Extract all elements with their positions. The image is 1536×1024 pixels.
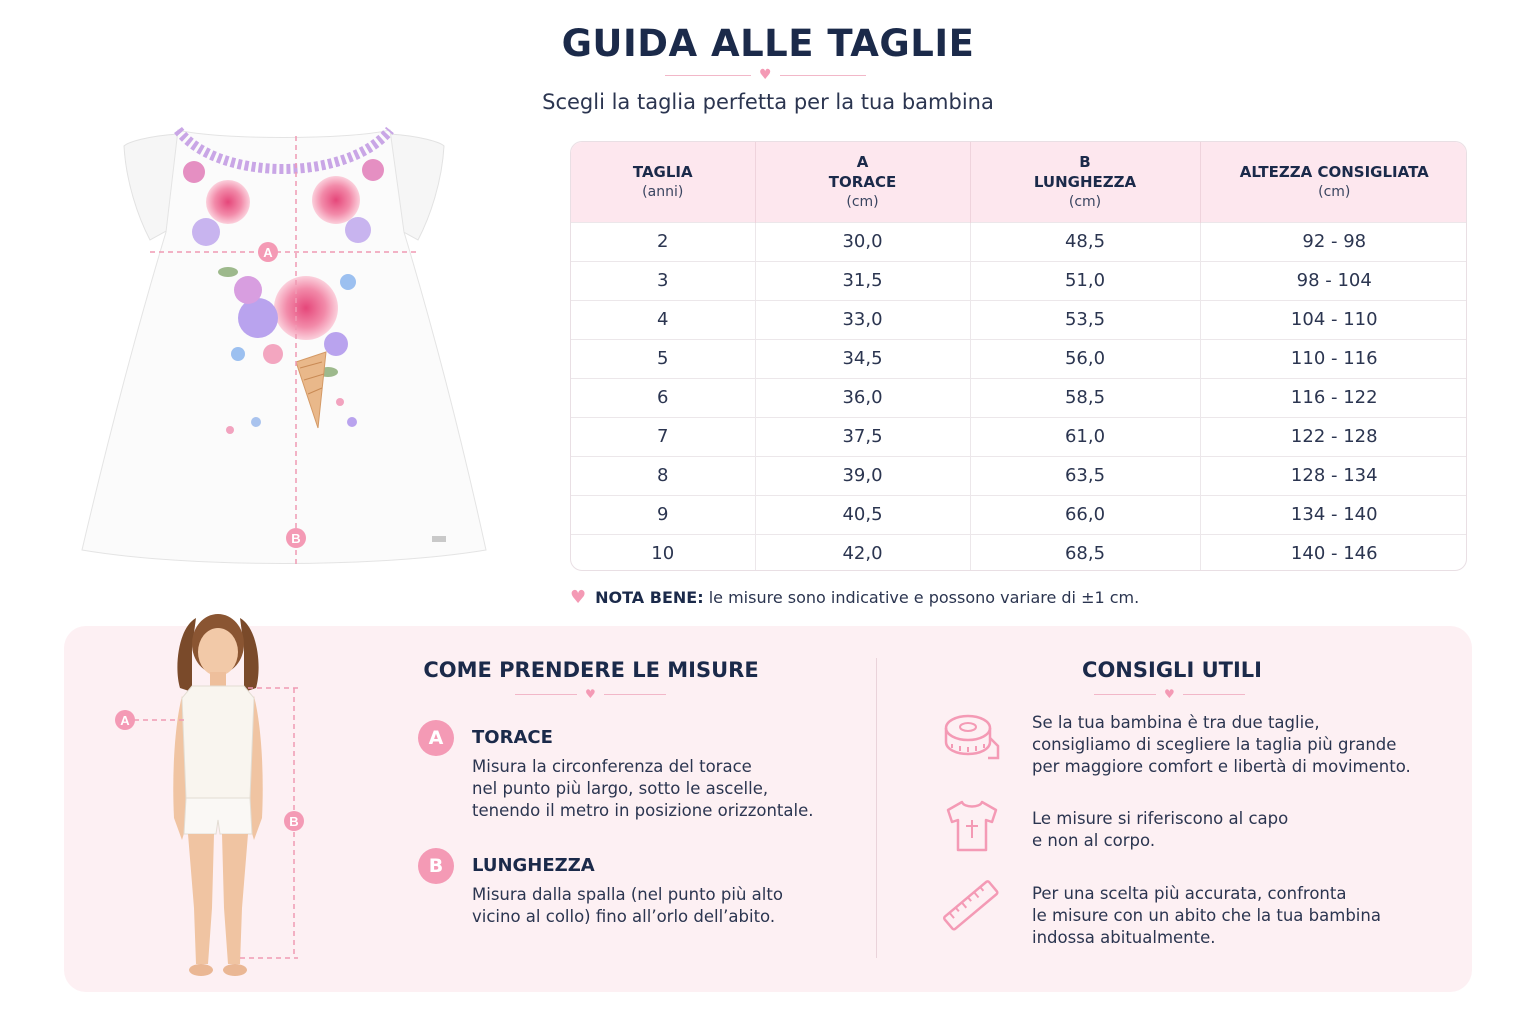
col-header-unit: (cm) xyxy=(1318,183,1351,200)
table-row xyxy=(571,495,1467,534)
table-row xyxy=(571,456,1467,495)
measure-lunghezza-title: LUNGHEZZA xyxy=(472,855,595,876)
tip-text: Le misure si riferiscono al capo e non al corpo. xyxy=(1032,809,1289,850)
col-header-label: ALTEZZA CONSIGLIATA xyxy=(1239,162,1429,181)
table-row xyxy=(571,534,1467,571)
cell-altezza: 140 - 146 xyxy=(1200,534,1467,571)
cell-torace: 40,5 xyxy=(755,495,970,534)
table-row xyxy=(571,339,1467,378)
cell-altezza: 128 - 134 xyxy=(1200,456,1467,495)
girl-image xyxy=(108,608,328,992)
tip-text: Se la tua bambina è tra due taglie, consigliamo di scegliere la taglia più grande per maggiore comfort e libertà di movimento. xyxy=(1032,713,1411,776)
cell-altezza: 104 - 110 xyxy=(1200,300,1467,339)
table-header-row xyxy=(571,142,1467,222)
title-divider xyxy=(665,68,866,82)
col-header-unit: (cm) xyxy=(1068,193,1102,210)
cell-lunghezza: 68,5 xyxy=(970,534,1200,571)
cell-lunghezza: 63,5 xyxy=(970,456,1200,495)
col-header-torace xyxy=(755,142,970,222)
section-separator xyxy=(876,658,877,958)
cell-taglia: 2 xyxy=(571,222,755,261)
page-subtitle: Scegli la taglia perfetta per la tua bambina xyxy=(542,90,994,114)
cell-taglia: 10 xyxy=(571,534,755,571)
cell-torace: 31,5 xyxy=(755,261,970,300)
tips-title: CONSIGLI UTILI xyxy=(1082,658,1262,682)
cell-taglia: 4 xyxy=(571,300,755,339)
dress-marker-b: B xyxy=(291,531,301,546)
badge-b: B xyxy=(418,848,454,884)
cell-taglia: 6 xyxy=(571,378,755,417)
cell-torace: 37,5 xyxy=(755,417,970,456)
cell-torace: 33,0 xyxy=(755,300,970,339)
heart-icon: ♥ xyxy=(570,587,587,608)
col-header-altezza xyxy=(1200,142,1467,222)
cell-taglia: 7 xyxy=(571,417,755,456)
measure-lunghezza-text: Misura dalla spalla (nel punto più alto vicino al collo) fino all’orlo dell’abito. xyxy=(472,885,783,926)
heart-icon: ♥ xyxy=(759,67,772,83)
cell-altezza: 122 - 128 xyxy=(1200,417,1467,456)
girl-marker-b: B xyxy=(289,814,299,829)
cell-torace: 42,0 xyxy=(755,534,970,571)
cell-lunghezza: 48,5 xyxy=(970,222,1200,261)
section-divider xyxy=(515,688,666,700)
how-to-measure-title: COME PRENDERE LE MISURE xyxy=(423,658,759,682)
cell-altezza: 116 - 122 xyxy=(1200,378,1467,417)
col-header-label: TORACE xyxy=(828,172,897,191)
page-title: GUIDA ALLE TAGLIE xyxy=(561,22,975,65)
ruler-icon xyxy=(938,874,1002,938)
table-row xyxy=(571,300,1467,339)
table-row xyxy=(571,378,1467,417)
note-label: NOTA BENE: xyxy=(595,588,704,607)
cell-altezza: 110 - 116 xyxy=(1200,339,1467,378)
cell-lunghezza: 61,0 xyxy=(970,417,1200,456)
measure-torace-text: Misura la circonferenza del torace nel punto più largo, sotto le ascelle, tenendo il metro in posizione orizzontale. xyxy=(472,757,814,820)
section-divider xyxy=(1094,688,1245,700)
col-header-unit: (anni) xyxy=(642,183,684,200)
cell-taglia: 3 xyxy=(571,261,755,300)
tip-text: Per una scelta più accurata, confronta le misure con un abito che la tua bambina indossa abitualmente. xyxy=(1032,884,1381,947)
measuring-tape-icon xyxy=(940,706,1004,770)
table-row xyxy=(571,222,1467,261)
size-table xyxy=(570,141,1467,571)
col-header-letter: A xyxy=(856,152,869,171)
cell-lunghezza: 58,5 xyxy=(970,378,1200,417)
col-header-label: TAGLIA xyxy=(632,162,693,181)
col-header-letter: B xyxy=(1079,152,1091,171)
cell-altezza: 92 - 98 xyxy=(1200,222,1467,261)
col-header-unit: (cm) xyxy=(846,193,879,210)
heart-icon: ♥ xyxy=(585,687,596,701)
heart-icon: ♥ xyxy=(1164,687,1175,701)
col-header-taglia xyxy=(571,142,755,222)
cell-torace: 34,5 xyxy=(755,339,970,378)
dress-image xyxy=(78,122,490,572)
cell-taglia: 8 xyxy=(571,456,755,495)
cell-altezza: 134 - 140 xyxy=(1200,495,1467,534)
measure-torace-title: TORACE xyxy=(472,727,553,748)
cell-lunghezza: 51,0 xyxy=(970,261,1200,300)
cell-lunghezza: 53,5 xyxy=(970,300,1200,339)
badge-a: A xyxy=(418,720,454,756)
table-row xyxy=(571,261,1467,300)
col-header-label: LUNGHEZZA xyxy=(1033,172,1137,191)
cell-altezza: 98 - 104 xyxy=(1200,261,1467,300)
tshirt-icon xyxy=(940,794,1004,858)
cell-torace: 39,0 xyxy=(755,456,970,495)
col-header-lunghezza xyxy=(970,142,1200,222)
girl-marker-a: A xyxy=(120,713,130,728)
note-text: le misure sono indicative e possono variare di ±1 cm. xyxy=(708,588,1140,607)
note xyxy=(570,587,1139,608)
cell-torace: 36,0 xyxy=(755,378,970,417)
cell-lunghezza: 56,0 xyxy=(970,339,1200,378)
table-row xyxy=(571,417,1467,456)
cell-torace: 30,0 xyxy=(755,222,970,261)
dress-marker-a: A xyxy=(263,245,273,260)
cell-taglia: 9 xyxy=(571,495,755,534)
cell-taglia: 5 xyxy=(571,339,755,378)
cell-lunghezza: 66,0 xyxy=(970,495,1200,534)
